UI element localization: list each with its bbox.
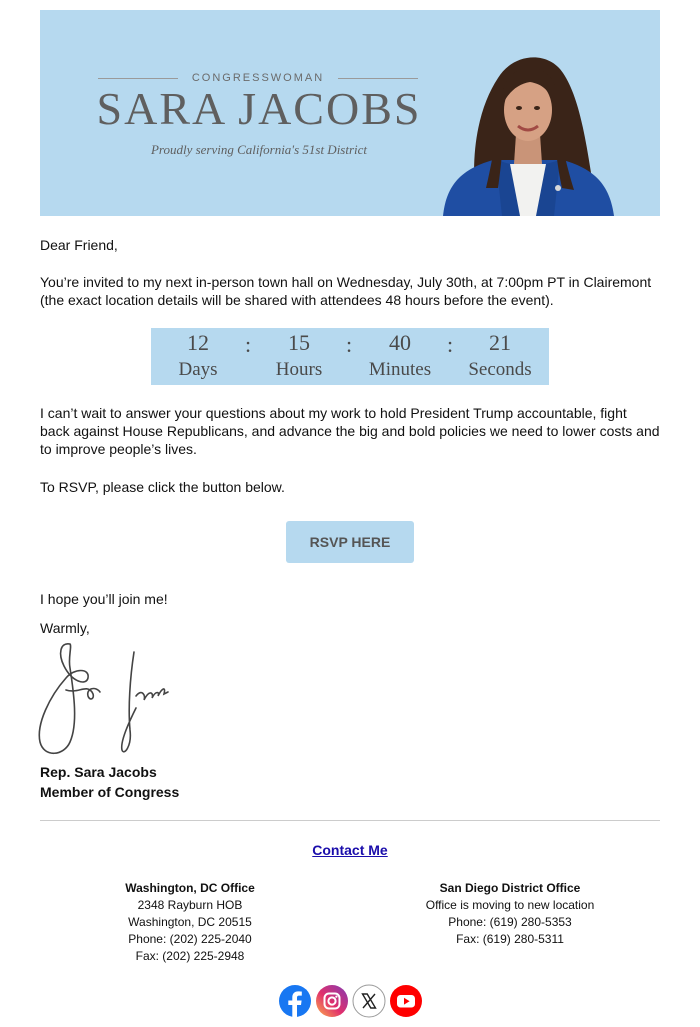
countdown-seconds	[453, 328, 547, 380]
sd-office-fax: Fax: (619) 280-5311	[456, 932, 564, 946]
rsvp-prompt-text: To RSVP, please click the button below.	[40, 479, 285, 495]
countdown-minutes	[353, 328, 447, 380]
countdown-seconds-value: 21	[489, 330, 511, 355]
contact-row	[0, 842, 700, 858]
sd-office-block	[390, 880, 630, 948]
countdown-days-value: 12	[187, 330, 209, 355]
dc-office-fax: Fax: (202) 225-2948	[135, 949, 245, 963]
footer-divider	[40, 820, 660, 821]
closing-text: Warmly,	[40, 620, 90, 636]
greeting-text: Dear Friend,	[40, 237, 118, 253]
dc-office-title: Washington, DC Office	[125, 881, 255, 895]
sd-office-phone: Phone: (619) 280-5353	[448, 915, 572, 929]
countdown-seconds-label: Seconds	[468, 359, 532, 380]
kicker-rule-right	[338, 78, 418, 79]
sd-office-title: San Diego District Office	[439, 881, 581, 895]
answer-paragraph: I can’t wait to answer your questions about my work to hold President Trump accountable, fight back against House Republicans, and advance the big and bold policies we need to lower costs and to improve people’s lives.	[40, 405, 660, 457]
dc-office-line: 2348 Rayburn HOB	[137, 898, 243, 912]
countdown-hours-value: 15	[288, 330, 310, 355]
rsvp-button[interactable]: RSVP HERE	[286, 521, 414, 563]
countdown-minutes-value: 40	[389, 330, 411, 355]
x-icon[interactable]	[352, 984, 386, 1018]
countdown-days-label: Days	[178, 359, 218, 380]
countdown-separator: :	[345, 332, 353, 357]
portrait-image	[438, 38, 618, 216]
invite-paragraph: You’re invited to my next in-person town hall on Wednesday, July 30th, at 7:00pm PT in Clairemont (the exact location details will be shared with attendees 48 hours before the event).	[40, 274, 652, 308]
signature-title: Member of Congress	[40, 784, 180, 800]
youtube-icon[interactable]	[389, 984, 423, 1018]
header-kicker: CONGRESSWOMAN	[191, 72, 325, 84]
contact-me-link[interactable]: Contact Me	[312, 842, 388, 858]
countdown-days	[151, 328, 245, 380]
dc-office-phone: Phone: (202) 225-2040	[128, 932, 252, 946]
header-name: SARA JACOBS	[96, 83, 422, 134]
handwritten-signature	[30, 638, 180, 760]
header-tagline: Proudly serving California's 51st District	[150, 142, 368, 157]
countdown-separator: :	[446, 332, 454, 357]
hope-text: I hope you’ll join me!	[40, 591, 168, 607]
countdown-separator: :	[244, 332, 252, 357]
header-banner	[40, 10, 660, 216]
countdown-minutes-label: Minutes	[368, 359, 432, 380]
dc-office-line: Washington, DC 20515	[128, 915, 252, 929]
dc-office-block	[70, 880, 310, 965]
facebook-icon[interactable]	[278, 984, 312, 1018]
countdown-hours	[252, 328, 346, 380]
countdown-timer	[151, 328, 549, 385]
signature-name: Rep. Sara Jacobs	[40, 764, 157, 780]
instagram-icon[interactable]	[315, 984, 349, 1018]
countdown-hours-label: Hours	[275, 359, 323, 380]
sd-office-line: Office is moving to new location	[425, 898, 595, 912]
